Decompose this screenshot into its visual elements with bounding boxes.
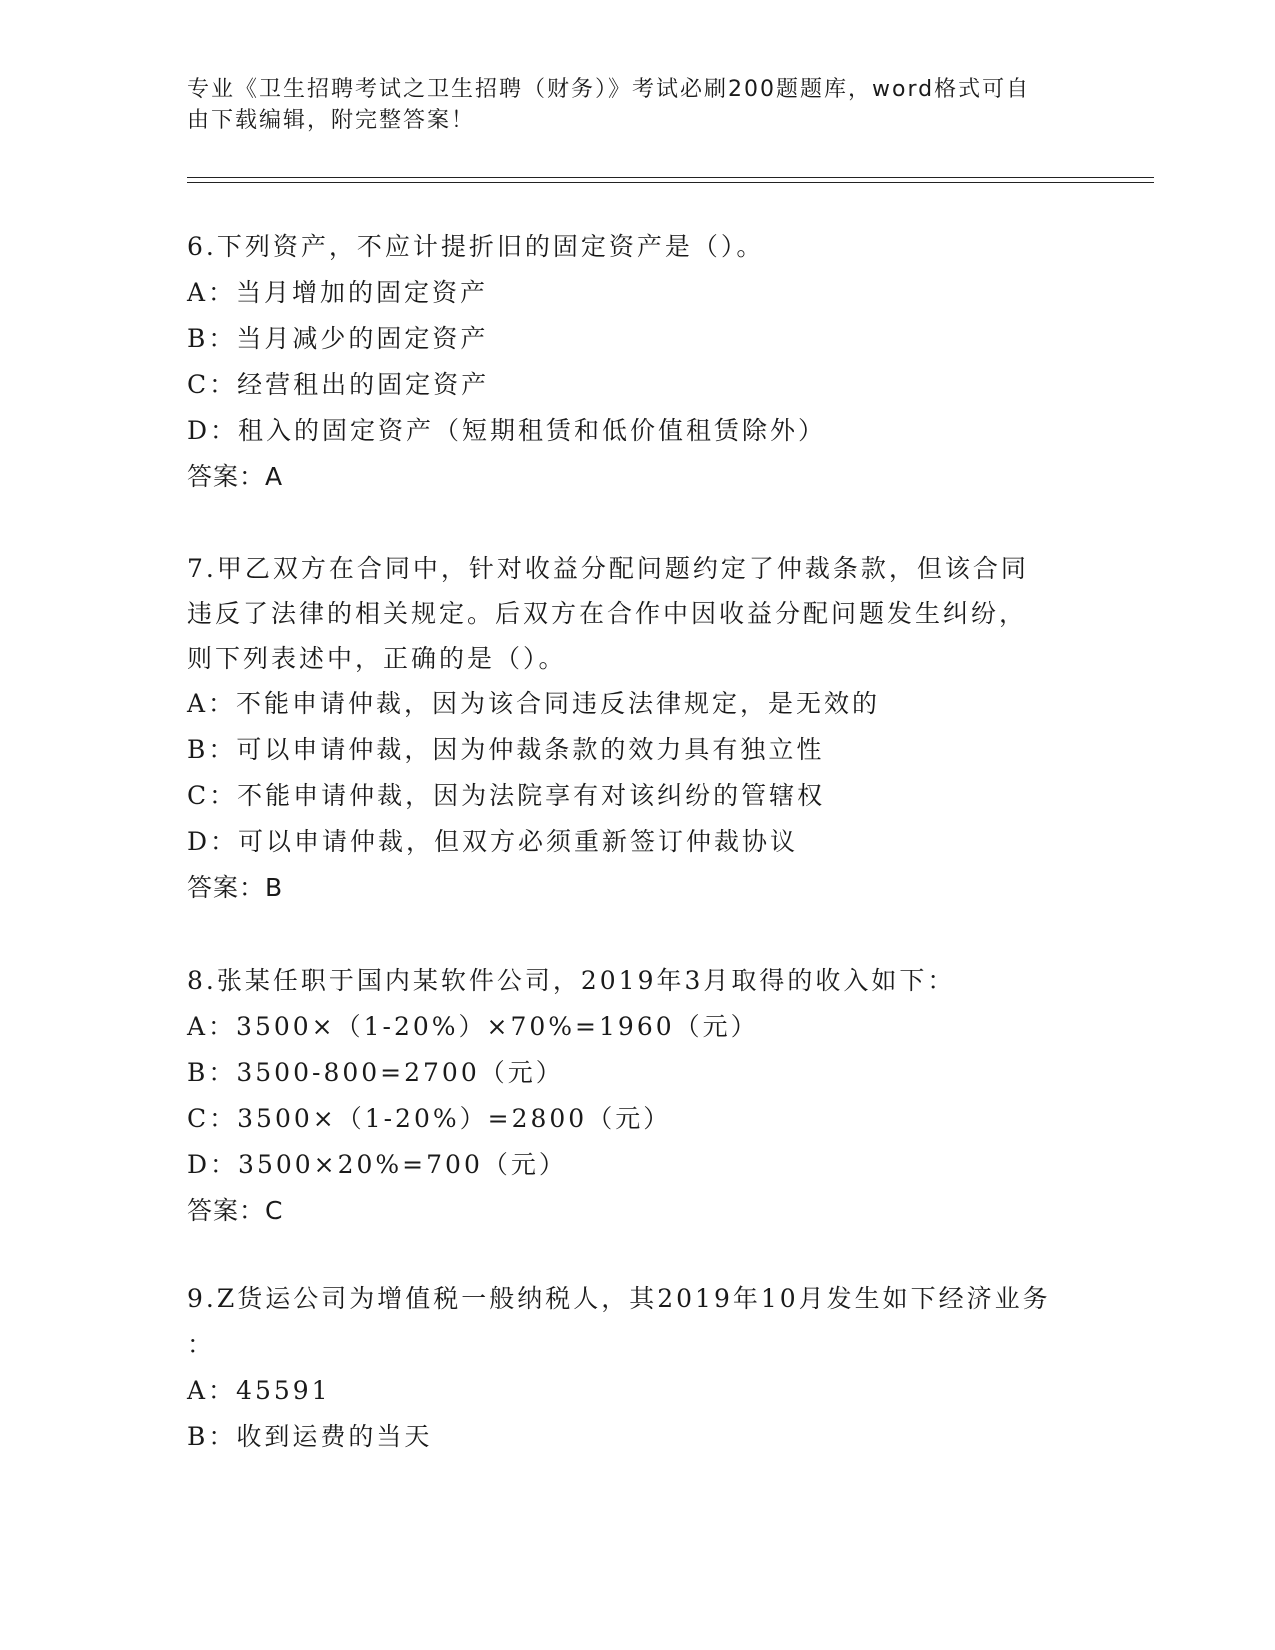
header-line-1: 专业《卫生招聘考试之卫生招聘（财务）》考试必刷200题题库，word格式可自 <box>187 77 1031 102</box>
option-a: A：当月增加的固定资产 <box>187 278 489 307</box>
header-line-2: 由下载编辑，附完整答案！ <box>187 108 476 133</box>
answer: 答案：C <box>187 1196 284 1225</box>
question-stem-line-2: ： <box>187 1330 213 1359</box>
option-a: A：不能申请仲裁，因为该合同违反法律规定，是无效的 <box>187 689 881 718</box>
document-header <box>187 74 1067 136</box>
option-a: A：3500×（1-20%）×70%=1960（元） <box>187 1012 759 1041</box>
answer: 答案：A <box>187 462 284 491</box>
question-stem-line-1: 7.甲乙双方在合同中，针对收益分配问题约定了仲裁条款，但该合同 <box>187 554 1029 583</box>
answer: 答案：B <box>187 873 284 902</box>
question-7 <box>187 546 1087 911</box>
option-c: C：不能申请仲裁，因为法院享有对该纠纷的管辖权 <box>187 781 826 810</box>
option-d: D：3500×20%=700（元） <box>187 1150 567 1179</box>
option-d: D：可以申请仲裁，但双方必须重新签订仲裁协议 <box>187 827 799 856</box>
option-b: B：当月减少的固定资产 <box>187 324 489 353</box>
question-stem-line-1: 9.Z货运公司为增值税一般纳税人，其2019年10月发生如下经济业务 <box>187 1284 1051 1313</box>
option-b: B：收到运费的当天 <box>187 1422 433 1451</box>
question-stem: 6.下列资产，不应计提折旧的固定资产是（）。 <box>187 232 765 261</box>
option-a: A：45591 <box>187 1376 331 1405</box>
option-b: B：可以申请仲裁，因为仲裁条款的效力具有独立性 <box>187 735 825 764</box>
question-8 <box>187 958 1087 1234</box>
question-9 <box>187 1276 1087 1460</box>
option-c: C：经营租出的固定资产 <box>187 370 490 399</box>
question-6 <box>187 224 1087 500</box>
question-stem-line-3: 则下列表述中，正确的是（）。 <box>187 644 567 673</box>
question-stem: 8.张某任职于国内某软件公司，2019年3月取得的收入如下： <box>187 966 956 995</box>
header-divider-top <box>187 177 1154 178</box>
question-stem-line-2: 违反了法律的相关规定。后双方在合作中因收益分配问题发生纠纷， <box>187 599 1028 628</box>
option-d: D：租入的固定资产（短期租赁和低价值租赁除外） <box>187 416 827 445</box>
header-divider-bottom <box>187 182 1154 183</box>
option-b: B：3500-800=2700（元） <box>187 1058 564 1087</box>
option-c: C：3500×（1-20%）=2800（元） <box>187 1104 672 1133</box>
